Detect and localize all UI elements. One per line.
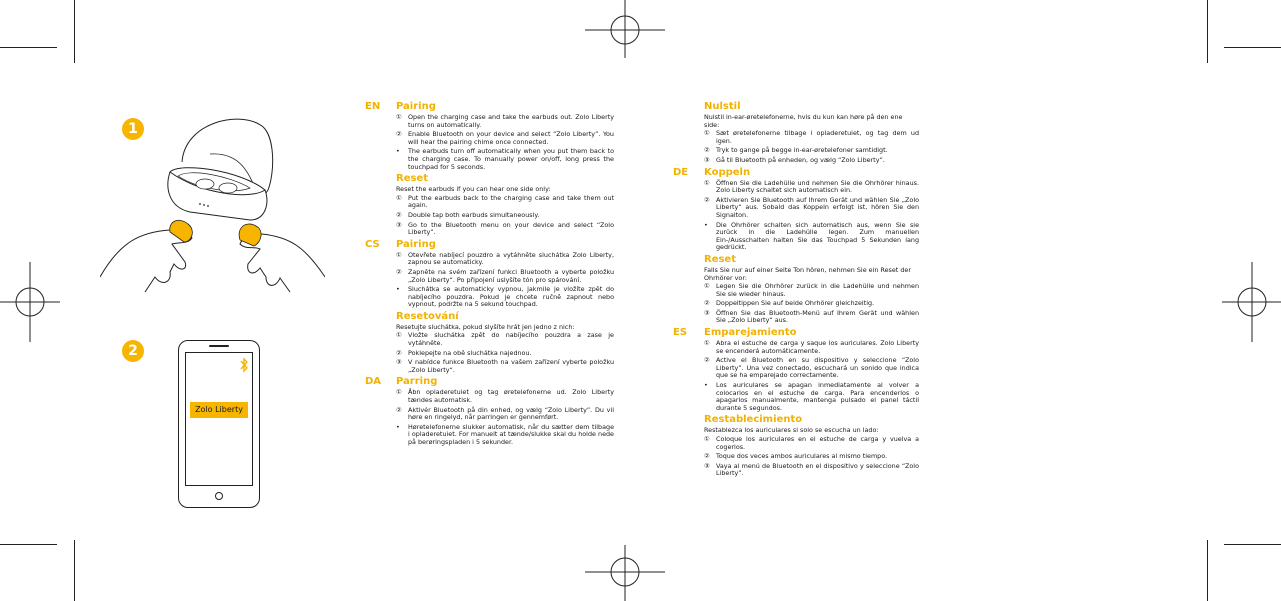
instruction-step (396, 131, 614, 146)
section-heading: Koppeln (704, 166, 751, 178)
step-text: V nabídce funkce Bluetooth na vašem zařízení vyberte položku „Zolo Liberty“. (408, 358, 614, 374)
step-text: Høretelefonerne slukker automatisk, når du sætter dem tilbage i opladeretuiet. For manuelt at tænde/slukke skal du holde nede på berøringspladen i 5 sekunder. (408, 422, 614, 446)
instruction-step (704, 147, 919, 155)
instruction-step (396, 114, 614, 129)
registration-mark-right (1222, 262, 1281, 342)
step-2-badge: 2 (122, 340, 144, 362)
step-text: Legen Sie die Ohrhörer zurück in die Ladehülle und nehmen Sie sie wieder hinaus. (716, 282, 919, 298)
step-marker: ① (396, 250, 402, 259)
step-text: Abra el estuche de carga y saque los auriculares. Zolo Liberty se encenderá automáticamente. (716, 339, 919, 355)
step-text: The earbuds turn off automatically when you put them back to the charging case. To manually power on/off, long press the touchpad for 5 seconds. (408, 147, 614, 171)
step-text: Los auriculares se apagan inmediatamente al volver a colocarlos en el estuche de carga. Para encenderlos o apagarlos manualmente, mantenga pulsado el panel táctil durante 5 segundos. (716, 381, 919, 412)
step-text: Tryk to gange på begge in-ear-øretelefoner samtidigt. (716, 146, 888, 155)
section-heading: Reset (704, 253, 736, 265)
step-marker: ① (396, 113, 402, 121)
phone-notch (209, 345, 229, 347)
step-text: Aktivieren Sie Bluetooth auf Ihrem Gerät und wählen Sie „Zolo Liberty“ aus. Sobald das Koppeln erfolgt ist, hören Sie den Signalton. (716, 195, 919, 219)
right-text-column (673, 101, 919, 480)
instruction-step (396, 212, 614, 220)
instruction-section (365, 238, 614, 309)
step-text: Open the charging case and take the earbuds out. Zolo Liberty turns on automatically. (408, 113, 614, 129)
language-code: EN (365, 101, 381, 112)
language-code: CS (365, 238, 380, 250)
step-marker: ② (704, 299, 710, 308)
step-text: Zapněte na svém zařízení funkci Bluetooth a vyberte položku „Zolo Liberty“. Po připojení uslyšíte tón pro spárování. (408, 267, 614, 284)
section-heading: Emparejamiento (704, 327, 797, 339)
instruction-step (704, 463, 919, 478)
instruction-step (704, 382, 919, 412)
step-text: Otevřete nabíjecí pouzdro a vytáhněte sluchátka Zolo Liberty, zapnou se automaticky. (408, 250, 614, 267)
section-heading: Resetování (396, 310, 459, 322)
instruction-step (396, 148, 614, 171)
instruction-step (704, 357, 919, 380)
step-marker: • (396, 422, 400, 431)
instruction-section (396, 311, 614, 375)
section-heading: Pairing (396, 238, 436, 250)
step-marker: ① (704, 282, 710, 291)
section-intro: Falls Sie nur auf einer Seite Ton hören, nehmen Sie ein Reset der Ohrhörer vor: (704, 265, 911, 282)
instruction-section (365, 101, 614, 171)
instruction-step (396, 252, 614, 267)
device-list-item[interactable]: Zolo Liberty (190, 402, 248, 418)
step-marker: ③ (396, 220, 402, 229)
step-text: Doppeltippen Sie auf beide Ohrhörer gleichzeitig. (716, 299, 875, 308)
instruction-section (704, 254, 919, 325)
section-heading: Reset (396, 173, 428, 185)
step-1-badge: 1 (122, 118, 144, 140)
phone-illustration (178, 340, 260, 508)
step-text: Åbn opladeretuiet og tag øretelefonerne ud. Zolo Liberty tændes automatisk. (408, 388, 614, 405)
instruction-step (704, 157, 919, 165)
step-marker: ② (396, 130, 402, 139)
section-heading: Restablecimiento (704, 414, 803, 426)
phone-screen (185, 352, 253, 486)
instruction-step (396, 424, 614, 447)
instruction-section (704, 101, 919, 165)
registration-mark-top (585, 0, 665, 60)
step-marker: ② (704, 146, 710, 155)
instruction-step (704, 180, 919, 195)
section-intro: Restablezca los auriculares si solo se escucha un lado: (704, 426, 879, 435)
step-text: Aktivér Bluetooth på din enhed, og vælg “Zolo Liberty”. Du vil høre en ringelyd, når parringen er gennemført. (408, 405, 614, 422)
step-text: Put the earbuds back to the charging case and take them out again. (408, 193, 614, 210)
step-marker: ① (396, 331, 402, 340)
step-marker: ② (396, 267, 402, 276)
instruction-step (396, 332, 614, 347)
step-text: Gå til Bluetooth på enheden, og vælg “Zolo Liberty”. (716, 155, 885, 164)
step-marker: ① (704, 435, 710, 443)
instruction-step (396, 222, 614, 237)
instruction-section (365, 376, 614, 446)
section-heading: Pairing (396, 101, 436, 112)
step-marker: ① (704, 129, 710, 138)
step-text: Go to the Bluetooth menu on your device and select “Zolo Liberty”. (408, 220, 614, 237)
section-intro: Resetujte sluchátka, pokud slyšíte hrát jen jedno z nich: (396, 322, 575, 331)
step-marker: ③ (704, 308, 710, 317)
registration-mark-left (0, 262, 60, 342)
instruction-section (704, 414, 919, 478)
instruction-step (704, 453, 919, 461)
instruction-section (673, 166, 919, 252)
instruction-step (704, 130, 919, 145)
step-marker: ① (396, 193, 402, 202)
step-marker: ② (396, 348, 402, 357)
step-marker: ③ (704, 461, 710, 470)
language-code: ES (673, 327, 688, 339)
step-marker: • (704, 381, 708, 390)
instruction-step (704, 310, 919, 325)
instruction-step (396, 407, 614, 422)
section-intro: Nulstil in-ear-øretelefonerne, hvis du kun kan høre på den ene side: (704, 113, 903, 129)
step-marker: ③ (704, 155, 710, 164)
step-marker: • (396, 285, 400, 294)
section-heading: Nulstil (704, 101, 741, 112)
step-marker: ① (704, 339, 710, 348)
instruction-step (396, 286, 614, 309)
instruction-step (704, 300, 919, 308)
instruction-step (396, 269, 614, 284)
step-marker: • (396, 147, 400, 156)
step-marker: ① (396, 388, 402, 397)
step-marker: • (704, 220, 708, 229)
instruction-step (704, 340, 919, 355)
left-text-column (365, 101, 614, 449)
step-text: Sluchátka se automaticky vypnou, jakmile je vložíte zpět do nabíjecího pouzdra. Pokud je chcete ručně zapnout nebo vypnout, podržte na 5 sekund touchpad. (408, 285, 614, 309)
instruction-step (704, 222, 919, 252)
instruction-step (396, 350, 614, 358)
instruction-step (396, 359, 614, 374)
step-text: Sæt øretelefonerne tilbage i opladeretuiet, og tag dem ud igen. (716, 129, 919, 145)
step-text: Öffnen Sie die Ladehülle und nehmen Sie die Ohrhörer hinaus. Zolo Liberty schaltet sich automatisch ein. (716, 178, 919, 195)
step-text: Poklepejte na obě sluchátka najednou. (408, 348, 532, 357)
registration-mark-bottom (585, 545, 665, 601)
instruction-step (704, 197, 919, 220)
step-text: Vložte sluchátka zpět do nabíjecího pouzdra a zase je vytáhněte. (408, 331, 614, 348)
step-text: Enable Bluetooth on your device and select “Zolo Liberty”. You will hear the pairing chime once connected. (408, 130, 614, 146)
instruction-step (704, 283, 919, 298)
instruction-section (396, 173, 614, 237)
step-marker: ② (396, 210, 402, 219)
step-text: Öffnen Sie das Bluetooth-Menü auf Ihrem Gerät und wählen Sie „Zolo Liberty“ aus. (716, 308, 919, 325)
bluetooth-icon (239, 357, 249, 373)
instruction-section (673, 327, 919, 412)
step-marker: ① (704, 178, 710, 187)
step-text: Die Ohrhörer schalten sich automatisch aus, wenn Sie sie zurück in die Ladehülle legen. Zum manuellen Ein-/Ausschalten halten Sie das Touchpad 5 Sekunden lang gedrückt. (716, 220, 919, 252)
language-code: DE (673, 166, 689, 178)
step-marker: ② (396, 405, 402, 414)
instruction-step (396, 389, 614, 404)
section-intro: Reset the earbuds if you can hear one side only: (396, 185, 551, 194)
step-text: Double tap both earbuds simultaneously. (408, 210, 540, 219)
phone-home-button (215, 492, 223, 500)
step-marker: ② (704, 452, 710, 461)
section-heading: Parring (396, 376, 438, 388)
step-marker: ② (704, 195, 710, 204)
step-text: Active el Bluetooth en su dispositivo y seleccione “Zolo Liberty”. Una vez conectado, escuchará un sonido que indica que se ha emparejado correctamente. (716, 356, 919, 380)
instruction-step (396, 195, 614, 210)
instruction-step (704, 436, 919, 451)
step-text: Toque dos veces ambos auriculares al mismo tiempo. (716, 452, 888, 461)
language-code: DA (365, 376, 382, 388)
step-marker: ③ (396, 358, 402, 367)
charging-case-illustration (100, 112, 325, 302)
step-marker: ② (704, 356, 710, 365)
step-text: Vaya al menú de Bluetooth en el dispositivo y seleccione “Zolo Liberty”. (716, 461, 919, 478)
step-text: Coloque los auriculares en el estuche de carga y vuelva a cogerlos. (716, 435, 919, 451)
